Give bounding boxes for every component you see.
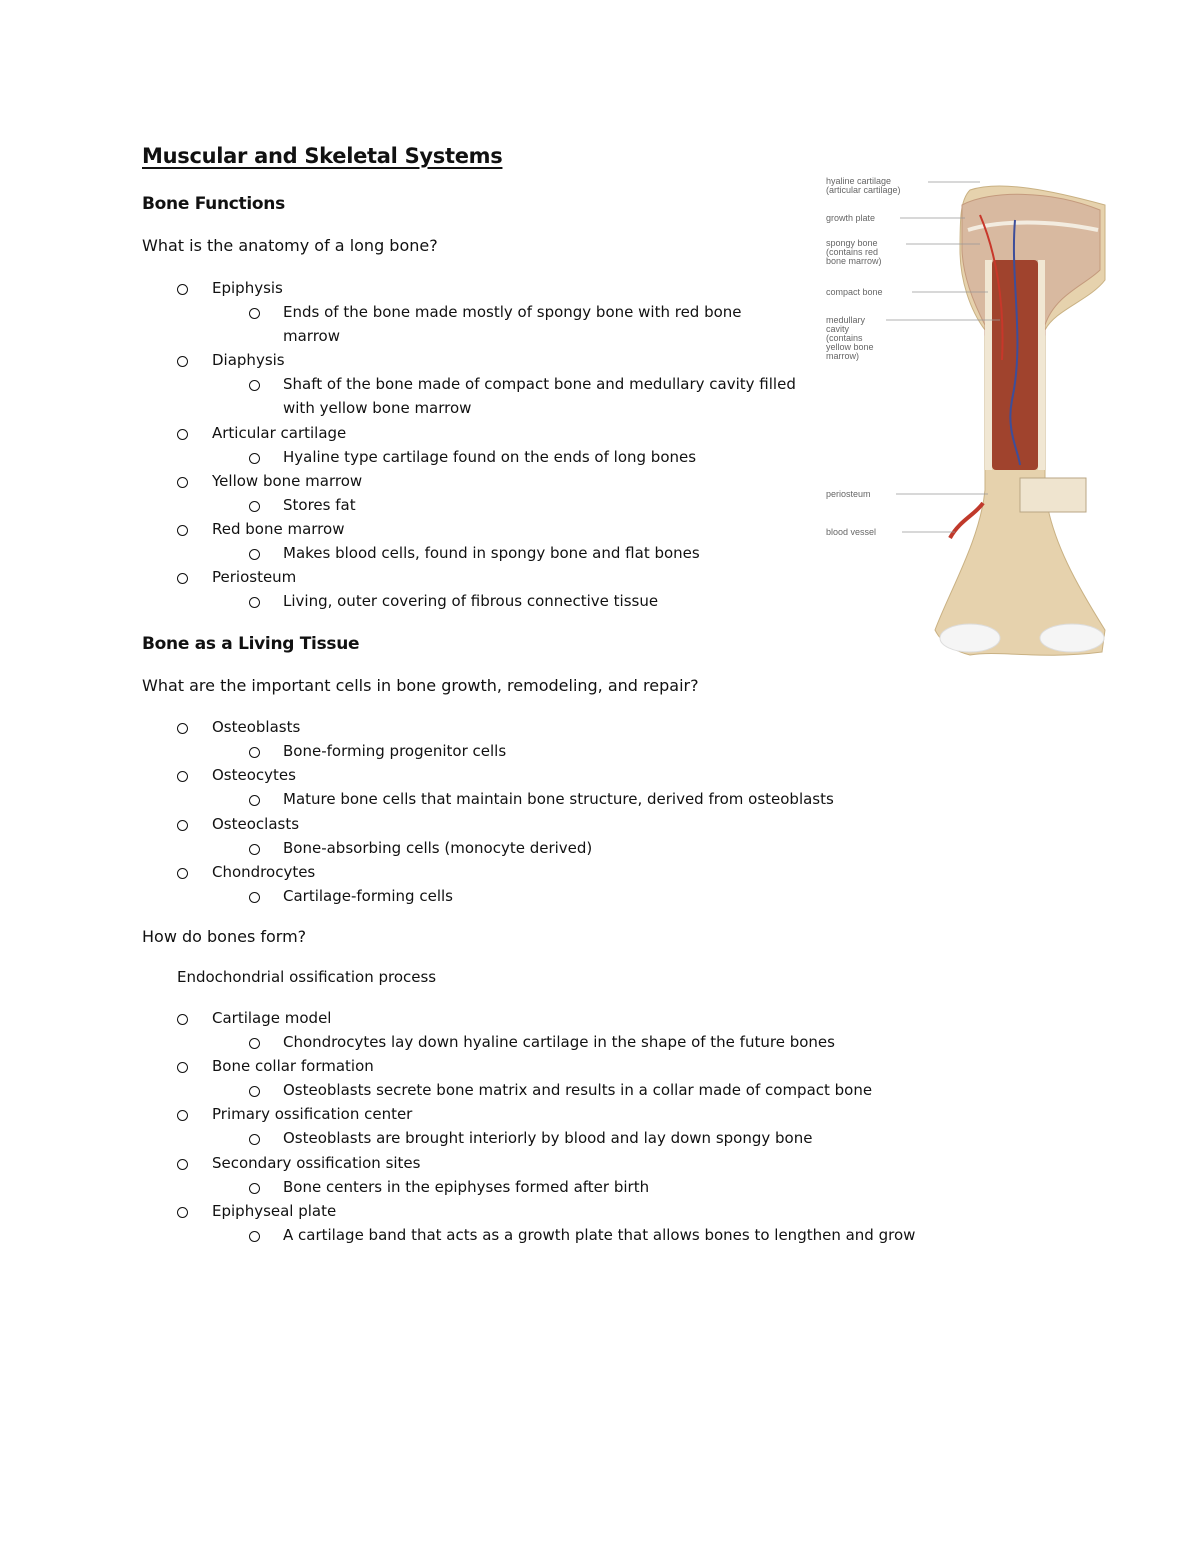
circle-bullet-icon: [177, 820, 188, 831]
detail: Living, outer covering of fibrous connective tissue: [283, 592, 659, 610]
label-periosteum: periosteum: [826, 489, 871, 499]
circle-bullet-icon: [177, 771, 188, 782]
detail: Makes blood cells, found in spongy bone and flat bones: [283, 544, 700, 562]
term: Epiphysis: [212, 279, 283, 297]
list-item: [212, 469, 812, 493]
list-item: [212, 276, 812, 300]
list-subitem: [283, 787, 1003, 811]
detail: Stores fat: [283, 496, 356, 514]
question-important-cells: What are the important cells in bone growth, remodeling, and repair?: [142, 676, 699, 695]
list-subitem: [283, 493, 803, 517]
circle-bullet-icon: [249, 892, 260, 903]
term: Diaphysis: [212, 351, 285, 369]
term: Secondary ossification sites: [212, 1154, 421, 1172]
term: Osteoblasts: [212, 718, 301, 736]
list-item: [212, 715, 812, 739]
circle-bullet-icon: [249, 380, 260, 391]
list-item: [212, 812, 812, 836]
term: Epiphyseal plate: [212, 1202, 337, 1220]
label-medullary-cavity-5: marrow): [826, 351, 859, 361]
condyle-right: [1040, 624, 1104, 652]
list-subitem: [283, 836, 1003, 860]
circle-bullet-icon: [177, 429, 188, 440]
list-item: [212, 860, 812, 884]
circle-bullet-icon: [177, 723, 188, 734]
list-subitem: [283, 1223, 1003, 1247]
circle-bullet-icon: [249, 453, 260, 464]
detail: Mature bone cells that maintain bone structure, derived from osteoblasts: [283, 790, 834, 808]
list-item: [212, 763, 812, 787]
label-spongy-bone-3: bone marrow): [826, 256, 882, 266]
section-heading-living-tissue: Bone as a Living Tissue: [142, 634, 360, 654]
list-subitem: [283, 445, 803, 469]
circle-bullet-icon: [177, 573, 188, 584]
circle-bullet-icon: [249, 1038, 260, 1049]
circle-bullet-icon: [249, 747, 260, 758]
list-subitem: [283, 1078, 1003, 1102]
term: Yellow bone marrow: [212, 472, 363, 490]
label-growth-plate: growth plate: [826, 213, 876, 223]
list-subitem: [283, 372, 803, 420]
detail: Bone centers in the epiphyses formed after birth: [283, 1178, 650, 1196]
detail: Bone-forming progenitor cells: [283, 742, 507, 760]
term: Periosteum: [212, 568, 297, 586]
detail: Shaft of the bone made of compact bone and medullary cavity filled with yellow bone marrow: [283, 375, 796, 417]
circle-bullet-icon: [177, 1159, 188, 1170]
term: Primary ossification center: [212, 1105, 413, 1123]
list-subitem: [283, 1175, 1003, 1199]
term: Articular cartilage: [212, 424, 347, 442]
detail: A cartilage band that acts as a growth plate that allows bones to lengthen and grow: [283, 1226, 916, 1244]
list-item: [212, 1102, 812, 1126]
list-item: [212, 1151, 812, 1175]
term: Osteocytes: [212, 766, 296, 784]
term: Cartilage model: [212, 1009, 332, 1027]
list-subitem: [283, 884, 1003, 908]
long-bone-diagram: [820, 160, 1120, 660]
term: Chondrocytes: [212, 863, 316, 881]
circle-bullet-icon: [249, 1231, 260, 1242]
label-compact-bone: compact bone: [826, 287, 883, 297]
circle-bullet-icon: [177, 1062, 188, 1073]
list-item: [212, 421, 812, 445]
section-heading-bone-functions: Bone Functions: [142, 194, 285, 214]
circle-bullet-icon: [249, 597, 260, 608]
circle-bullet-icon: [249, 1086, 260, 1097]
term: Osteoclasts: [212, 815, 300, 833]
circle-bullet-icon: [249, 308, 260, 319]
term: Bone collar formation: [212, 1057, 374, 1075]
question-long-bone-anatomy: What is the anatomy of a long bone?: [142, 236, 438, 255]
term: Red bone marrow: [212, 520, 345, 538]
list-item: [212, 348, 812, 372]
circle-bullet-icon: [177, 356, 188, 367]
detail: Bone-absorbing cells (monocyte derived): [283, 839, 593, 857]
periosteum-patch: [1020, 478, 1086, 512]
list-item: [212, 565, 812, 589]
list-item: [212, 517, 812, 541]
question-bone-formation: How do bones form?: [142, 927, 307, 946]
list-subitem: [283, 1126, 1003, 1150]
detail: Osteoblasts secrete bone matrix and results in a collar made of compact bone: [283, 1081, 873, 1099]
compact-bone-left: [985, 260, 992, 470]
label-medullary-cavity-3: (contains: [826, 333, 863, 343]
label-articular-cartilage: (articular cartilage): [826, 185, 901, 195]
detail: Cartilage-forming cells: [283, 887, 453, 905]
compact-bone-right: [1038, 260, 1045, 470]
document-title: Muscular and Skeletal Systems: [142, 144, 503, 168]
circle-bullet-icon: [249, 1183, 260, 1194]
list-item: [212, 1006, 812, 1030]
circle-bullet-icon: [177, 1014, 188, 1025]
label-blood-vessel: blood vessel: [826, 527, 877, 537]
circle-bullet-icon: [249, 1134, 260, 1145]
label-medullary-cavity-2: cavity: [826, 324, 850, 334]
label-spongy-bone-2: (contains red: [826, 247, 879, 257]
circle-bullet-icon: [249, 844, 260, 855]
circle-bullet-icon: [177, 1110, 188, 1121]
detail: Osteoblasts are brought interiorly by blood and lay down spongy bone: [283, 1129, 813, 1147]
condyle-left: [940, 624, 1000, 652]
circle-bullet-icon: [249, 549, 260, 560]
circle-bullet-icon: [177, 477, 188, 488]
circle-bullet-icon: [249, 501, 260, 512]
label-hyaline-cartilage: hyaline cartilage: [826, 176, 892, 186]
circle-bullet-icon: [177, 1207, 188, 1218]
detail: Ends of the bone made mostly of spongy bone with red bone marrow: [283, 303, 742, 345]
list-subitem: [283, 739, 1003, 763]
list-item: [212, 1054, 812, 1078]
detail: Hyaline type cartilage found on the ends of long bones: [283, 448, 697, 466]
detail: Chondrocytes lay down hyaline cartilage in the shape of the future bones: [283, 1033, 835, 1051]
circle-bullet-icon: [249, 795, 260, 806]
label-spongy-bone: spongy bone: [826, 238, 878, 248]
circle-bullet-icon: [177, 868, 188, 879]
list-item: [212, 1199, 812, 1223]
label-medullary-cavity-4: yellow bone: [826, 342, 874, 352]
list-subitem: [283, 300, 803, 348]
circle-bullet-icon: [177, 284, 188, 295]
subheading-ossification: Endochondrial ossification process: [177, 968, 437, 986]
list-subitem: [283, 1030, 1003, 1054]
label-medullary-cavity: medullary: [826, 315, 866, 325]
circle-bullet-icon: [177, 525, 188, 536]
